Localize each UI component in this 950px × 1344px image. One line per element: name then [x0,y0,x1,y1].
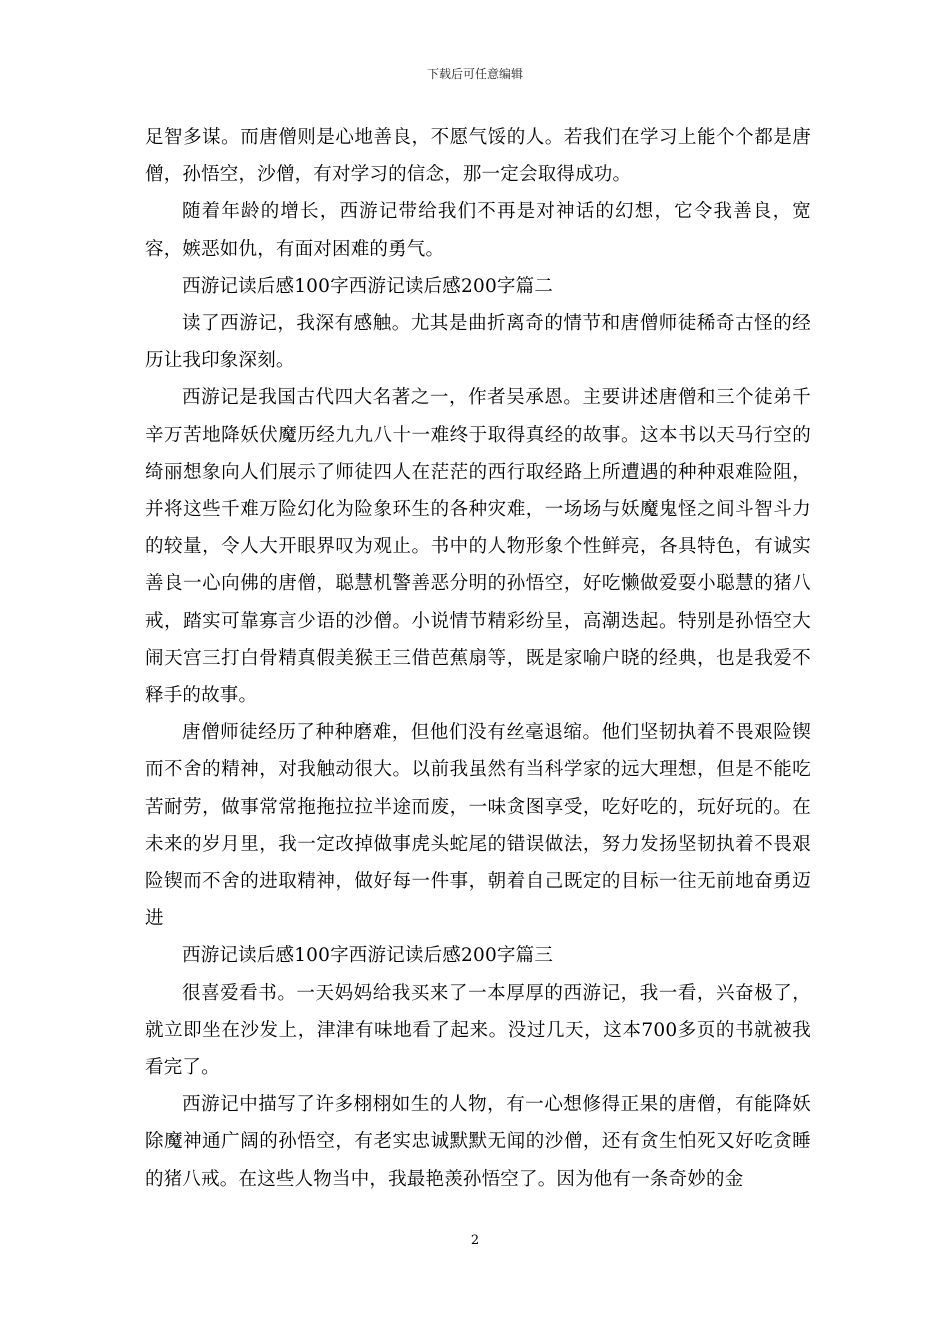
paragraph: 随着年龄的增长，西游记带给我们不再是对神话的幻想，它令我善良，宽容，嫉恶如仇，有面对困难的勇气。 [145,201,811,260]
paragraph: 足智多谋。而唐僧则是心地善良，不愿气馁的人。若我们在学习上能个个都是唐僧，孙悟空，沙僧，有对学习的信念，那一定会取得成功。 [145,127,811,186]
paragraph: 西游记是我国古代四大名著之一，作者吴承恩。主要讲述唐僧和三个徒弟千辛万苦地降妖伏魔历经九九八十一难终于取得真经的故事。这本书以天马行空的绮丽想象向人们展示了师徒四人在茫茫的西行取经路上所遭遇的种种艰难险阻，并将这些千难万险幻化为险象环生的各种灾难，一场场与妖魔鬼怪之间斗智斗力的较量，令人大开眼界叹为观止。书中的人物形象个性鲜亮，各具特色，有诚实善良一心向佛的唐僧，聪慧机警善恶分明的孙悟空，好吃懒做爱耍小聪慧的猪八戒，踏实可靠寡言少语的沙僧。小说情节精彩纷呈，高潮迭起。特别是孙悟空大闹天宫三打白骨精真假美猴王三借芭蕉扇等，既是家喻户晓的经典，也是我爱不释手的故事。 [145,387,811,707]
section-heading: 西游记读后感100字西游记读后感200字篇二 [182,275,554,297]
paragraph: 唐僧师徒经历了种种磨难，但他们没有丝毫退缩。他们坚韧执着不畏艰险锲而不舍的精神，对我触动很大。以前我虽然有当科学家的远大理想，但是不能吃苦耐劳，做事常常拖拖拉拉半途而废，一味贪图享受，吃好吃的，玩好玩的。在未来的岁月里，我一定改掉做事虎头蛇尾的错误做法，努力发扬坚韧执着不畏艰险锲而不舍的进取精神，做好每一件事，朝着自己既定的目标一往无前地奋勇迈进 [145,722,811,930]
document-body [145,119,811,1198]
paragraph: 西游记中描写了许多栩栩如生的人物，有一心想修得正果的唐僧，有能降妖除魔神通广阔的孙悟空，有老实忠诚默默无闻的沙僧，还有贪生怕死又好吃贪睡的猪八戒。在这些人物当中，我最艳羡孙悟空了。因为他有一条奇妙的金 [145,1094,811,1190]
page-header: 下载后可任意编辑 [426,67,523,81]
page-number: 2 [470,1233,480,1248]
section-heading: 西游记读后感100字西游记读后感200字篇三 [182,945,554,967]
paragraph: 读了西游记，我深有感触。尤其是曲折离奇的情节和唐僧师徒稀奇古怪的经历让我印象深刻。 [145,313,811,372]
paragraph: 很喜爱看书。一天妈妈给我买来了一本厚厚的西游记，我一看，兴奋极了，就立即坐在沙发上，津津有味地看了起来。没过几天，这本700多页的书就被我看完了。 [145,982,811,1079]
